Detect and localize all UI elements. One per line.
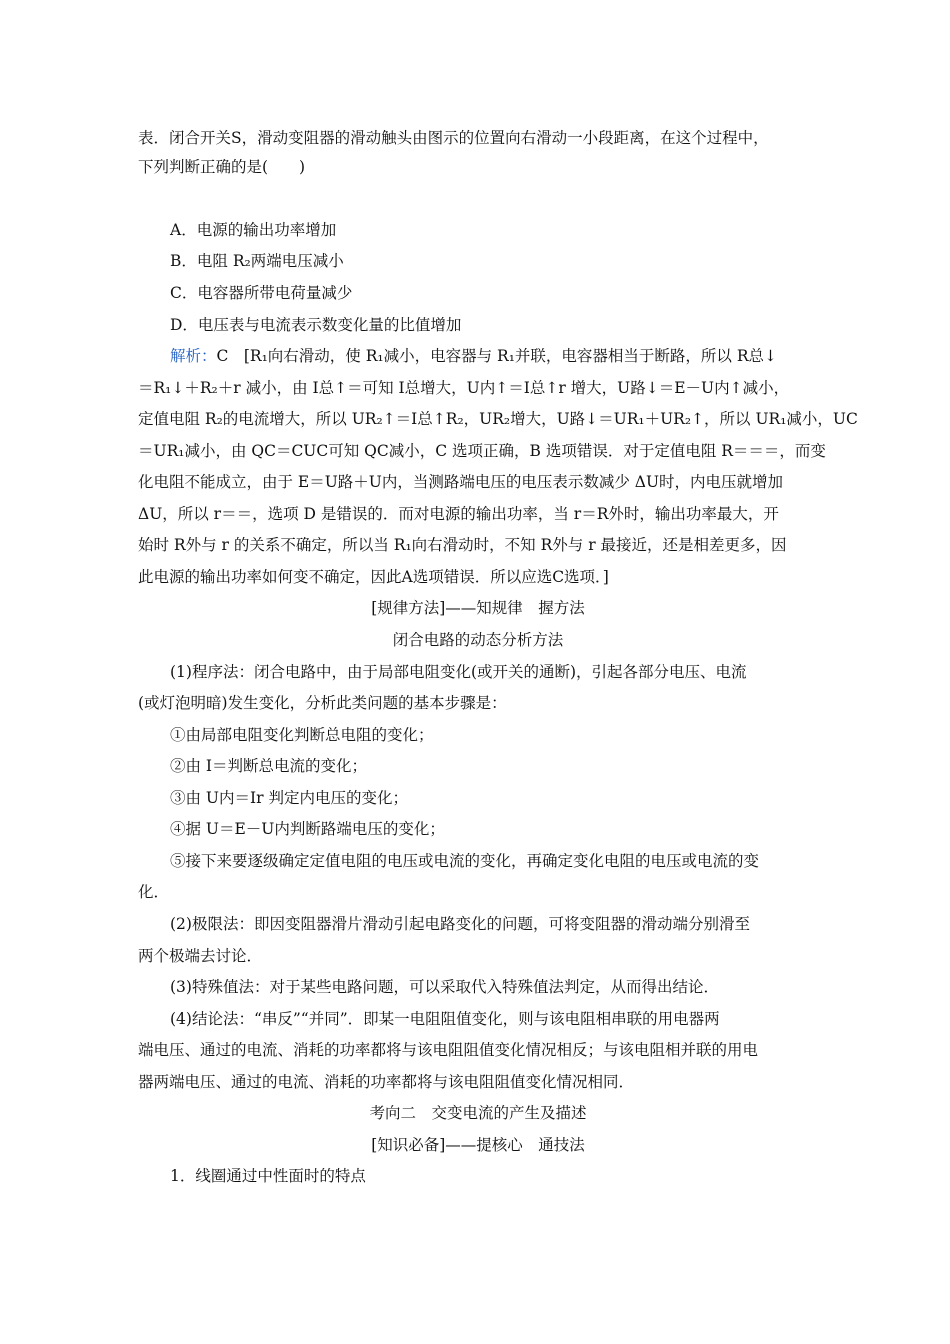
method-p3: (3)特殊值法：对于某些电路问题，可以采取代入特殊值法判定，从而得出结论． <box>170 978 719 996</box>
method-p1-line-1: (1)程序法：闭合电路中，由于局部电阻变化(或开关的通断)，引起各部分电压、电流 <box>170 663 747 681</box>
option-b: B．电阻 R₂两端电压减小 <box>170 252 344 270</box>
method-p1-line-2: (或灯泡明暗)发生变化，分析此类问题的基本步骤是： <box>138 694 507 712</box>
method-p2-line-1: (2)极限法：即因变阻器滑片滑动引起电路变化的问题，可将变阻器的滑动端分别滑至 <box>170 915 750 933</box>
analysis-line-6: ΔU，所以 r＝＝，选项 D 是错误的．而对电源的输出功率，当 r＝R外时，输出功率最大，开 <box>138 505 779 523</box>
section2-item-1: 1．线圈通过中性面时的特点 <box>170 1167 366 1185</box>
option-c: C．电容器所带电荷量减少 <box>170 284 353 302</box>
method-p2-line-2: 两个极端去讨论． <box>138 947 263 965</box>
method-p4-line-2: 端电压、通过的电流、消耗的功率都将与该电阻阻值变化情况相反；与该电阻相并联的用电 <box>138 1041 759 1059</box>
step-1: ①由局部电阻变化判断总电阻的变化； <box>170 726 434 744</box>
analysis-line-2: ＝R₁↓＋R₂＋r 减小，由 I总↑＝可知 I总增大，U内↑＝I总↑r 增大，U路↓＝E－U内↑减小， <box>138 379 790 397</box>
question-stem-line-2: 下列判断正确的是( ) <box>138 158 306 176</box>
analysis-line-4: ＝UR₁减小，由 QC＝CUC可知 QC减小，C 选项正确，B 选项错误．对于定值电阻 R＝＝＝，而变 <box>138 442 826 460</box>
analysis-text: C [R₁向右滑动，使 R₁减小，电容器与 R₁并联，电容器相当于断路，所以 R总↓ <box>216 347 778 365</box>
step-4: ④据 U＝E－U内判断路端电压的变化； <box>170 820 445 838</box>
analysis-line-3: 定值电阻 R₂的电流增大，所以 UR₂↑＝I总↑R₂，UR₂增大，U路↓＝UR₁＋UR₂↑，所以 UR₁减小，UC <box>138 410 858 428</box>
analysis-line-1 <box>170 346 850 366</box>
step-5-cont: 化． <box>138 883 170 901</box>
question-stem-line-1: 表．闭合开关S，滑动变阻器的滑动触头由图示的位置向右滑动一小段距离，在这个过程中， <box>138 129 769 147</box>
method-heading: [规律方法]——知规律 握方法 <box>371 599 585 617</box>
analysis-line-7: 始时 R外与 r 的关系不确定，所以当 R₁向右滑动时，不知 R外与 r 最接近，还是相差更多，因 <box>138 536 787 554</box>
analysis-label: 解析： <box>170 347 217 365</box>
option-d: D．电压表与电流表示数变化量的比值增加 <box>170 316 462 334</box>
option-a: A．电源的输出功率增加 <box>170 221 337 239</box>
method-p4-line-1: (4)结论法：“串反”“并同”．即某一电阻阻值变化，则与该电阻相串联的用电器两 <box>170 1010 720 1028</box>
method-p4-line-3: 器两端电压、通过的电流、消耗的功率都将与该电阻阻值变化情况相同． <box>138 1073 635 1091</box>
step-2: ②由 I＝判断总电流的变化； <box>170 757 368 775</box>
step-3: ③由 U内＝Ir 判定内电压的变化； <box>170 789 408 807</box>
analysis-line-5: 化电阻不能成立，由于 E＝U路＋U内，当测路端电压的电压表示数减少 ΔU时，内电压就增加 <box>138 473 784 491</box>
analysis-line-8: 此电源的输出功率如何变不确定，因此A选项错误．所以应选C选项．] <box>138 568 609 586</box>
method-title: 闭合电路的动态分析方法 <box>392 631 564 649</box>
section2-title: 考向二 交变电流的产生及描述 <box>369 1104 587 1122</box>
step-5: ⑤接下来要逐级确定定值电阻的电压或电流的变化，再确定变化电阻的电压或电流的变 <box>170 852 760 870</box>
section2-subheading: [知识必备]——提核心 通技法 <box>371 1136 585 1154</box>
